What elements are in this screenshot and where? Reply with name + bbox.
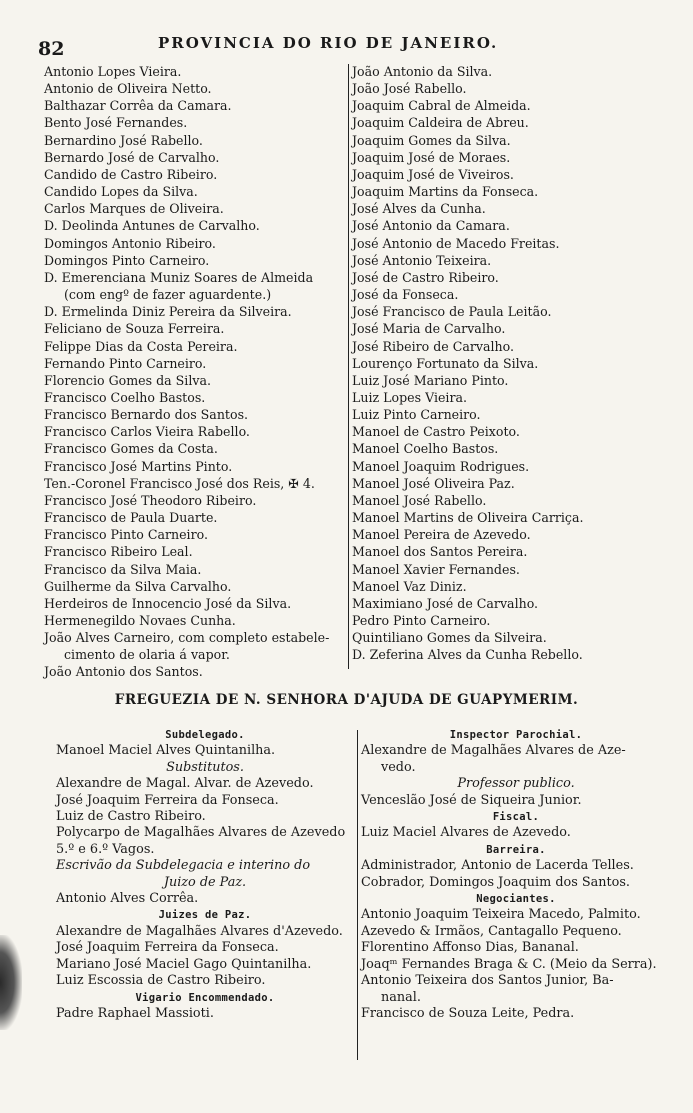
list-item: João José Rabello. bbox=[352, 81, 467, 97]
inspector-heading: Inspector Parochial. bbox=[449, 729, 583, 741]
list-item-continuation: (com engº de fazer aguardente.) bbox=[64, 287, 272, 303]
list-item: Francisco de Paula Duarte. bbox=[44, 510, 218, 526]
list-item: Polycarpo de Magalhães Alvares de Azevedo bbox=[56, 825, 346, 841]
escrivao-name: Antonio Alves Corrêa. bbox=[56, 891, 199, 907]
list-item: Carlos Marques de Oliveira. bbox=[44, 201, 224, 217]
list-item: Domingos Antonio Ribeiro. bbox=[44, 235, 216, 251]
lower-right-column bbox=[361, 727, 671, 1022]
list-item: Antonio Teixeira dos Santos Junior, Ba- bbox=[361, 973, 614, 989]
list-item: Bernardo José de Carvalho. bbox=[44, 149, 220, 165]
list-item: José Alves da Cunha. bbox=[352, 201, 486, 217]
list-item: Luiz Pinto Carneiro. bbox=[352, 407, 481, 423]
escrivao-heading: Escrivão da Subdelegacia e interino do bbox=[56, 858, 311, 874]
list-item: João Antonio dos Santos. bbox=[44, 664, 203, 680]
list-item: José da Fonseca. bbox=[352, 287, 459, 303]
list-item: Manoel Pereira de Azevedo. bbox=[352, 527, 531, 543]
professor-heading: Professor publico. bbox=[457, 776, 575, 792]
list-item: Francisco Gomes da Costa. bbox=[44, 441, 218, 457]
list-item: Manoel Xavier Fernandes. bbox=[352, 561, 520, 577]
fiscal-name: Luiz Maciel Alvares de Azevedo. bbox=[361, 825, 571, 841]
list-item: Joaquim Caldeira de Abreu. bbox=[352, 115, 529, 131]
list-item: Luiz José Mariano Pinto. bbox=[352, 372, 509, 388]
juizes-heading: Juizes de Paz. bbox=[158, 909, 252, 922]
list-item: Felippe Dias da Costa Pereira. bbox=[44, 338, 238, 354]
list-item: Antonio de Oliveira Netto. bbox=[44, 81, 212, 97]
list-item: Azevedo & Irmãos, Cantagallo Pequeno. bbox=[361, 923, 622, 939]
list-item: Manoel Joaquim Rodrigues. bbox=[352, 458, 530, 474]
list-item: Manoel Martins de Oliveira Carriça. bbox=[352, 510, 584, 526]
list-item: Domingos Pinto Carneiro. bbox=[44, 252, 210, 268]
list-item: Francisco José Theodoro Ribeiro. bbox=[44, 492, 257, 508]
list-item: Francisco de Souza Leite, Pedra. bbox=[361, 1005, 575, 1021]
list-item: José Antonio Teixeira. bbox=[352, 252, 492, 268]
list-item: Joaquim Cabral de Almeida. bbox=[352, 98, 531, 114]
list-item: Francisco Coelho Bastos. bbox=[44, 389, 206, 405]
list-item-continuation: cimento de olaria á vapor. bbox=[64, 647, 230, 663]
list-item: Joaquim Martins da Fonseca. bbox=[352, 184, 539, 200]
vigario-heading: Vigario Encommendado. bbox=[135, 991, 275, 1004]
list-item: Candido Lopes da Silva. bbox=[44, 184, 198, 200]
list-item: Alexandre de Magalhães Alvares d'Azevedo. bbox=[56, 923, 343, 939]
list-item: Manoel José Rabello. bbox=[352, 492, 487, 508]
list-item: José Joaquim Ferreira da Fonseca. bbox=[56, 940, 279, 956]
list-item: Candido de Castro Ribeiro. bbox=[44, 166, 218, 182]
list-item: Francisco Carlos Vieira Rabello. bbox=[44, 424, 250, 440]
list-item: Florencio Gomes da Silva. bbox=[44, 372, 211, 388]
inspector-name: Alexandre de Magalhães Alvares de Aze- bbox=[361, 743, 626, 759]
list-item: Joaqᵐ Fernandes Braga & C. (Meio da Serra). bbox=[361, 956, 657, 972]
list-item: Manoel dos Santos Pereira. bbox=[352, 544, 528, 560]
list-item: 5.º e 6.º Vagos. bbox=[56, 841, 155, 857]
list-item: José Maria de Carvalho. bbox=[352, 321, 506, 337]
list-item: Cobrador, Domingos Joaquim dos Santos. bbox=[361, 874, 630, 890]
list-item: João Antonio da Silva. bbox=[352, 64, 493, 79]
list-item: Francisco Ribeiro Leal. bbox=[44, 544, 193, 560]
list-item: Alexandre de Magal. Alvar. de Azevedo. bbox=[56, 776, 314, 792]
professor-name: Venceslão José de Siqueira Junior. bbox=[361, 792, 582, 808]
list-item: Lourenço Fortunato da Silva. bbox=[352, 355, 539, 371]
list-item: Feliciano de Souza Ferreira. bbox=[44, 321, 225, 337]
column-divider-lower bbox=[357, 730, 358, 1060]
column-divider-upper bbox=[348, 64, 349, 669]
list-item: Guilherme da Silva Carvalho. bbox=[44, 578, 232, 594]
list-item: Fernando Pinto Carneiro. bbox=[44, 355, 207, 371]
list-item: Manoel Coelho Bastos. bbox=[352, 441, 499, 457]
list-item: Hermenegildo Novaes Cunha. bbox=[44, 613, 236, 628]
list-item: Maximiano José de Carvalho. bbox=[352, 595, 539, 611]
list-item: Francisco Pinto Carneiro. bbox=[44, 527, 208, 543]
list-item: D. Zeferina Alves da Cunha Rebello. bbox=[352, 647, 583, 663]
list-item: José de Castro Ribeiro. bbox=[352, 269, 499, 285]
list-item: Manoel José Oliveira Paz. bbox=[352, 475, 515, 491]
list-item: Bernardino José Rabello. bbox=[44, 132, 203, 148]
list-item: D. Deolinda Antunes de Carvalho. bbox=[44, 218, 260, 234]
lower-left-column bbox=[56, 727, 354, 1022]
list-item: Francisco José Martins Pinto. bbox=[44, 458, 233, 474]
list-item: Mariano José Maciel Gago Quintanilha. bbox=[56, 956, 312, 972]
list-item: Francisco da Silva Maia. bbox=[44, 561, 202, 577]
list-item: Manoel de Castro Peixoto. bbox=[352, 424, 520, 440]
substitutos-heading: Substitutos. bbox=[166, 759, 244, 775]
upper-right-column bbox=[352, 63, 674, 663]
page-edge-stain bbox=[0, 935, 22, 1030]
list-item: D. Ermelinda Diniz Pereira da Silveira. bbox=[44, 304, 292, 320]
list-item: Joaquim José de Moraes. bbox=[352, 149, 511, 165]
upper-left-column bbox=[44, 63, 346, 681]
list-item: Balthazar Corrêa da Camara. bbox=[44, 98, 232, 114]
list-item: Antonio Joaquim Teixeira Macedo, Palmito. bbox=[361, 907, 641, 923]
list-item: Luiz de Castro Ribeiro. bbox=[56, 809, 206, 825]
list-item: João Alves Carneiro, com completo estabele- bbox=[44, 630, 330, 646]
list-item: Francisco Bernardo dos Santos. bbox=[44, 407, 249, 423]
list-item: Florentino Affonso Dias, Bananal. bbox=[361, 940, 579, 956]
list-item: D. Emerenciana Muniz Soares de Almeida bbox=[44, 269, 314, 285]
list-item: Pedro Pinto Carneiro. bbox=[352, 613, 491, 628]
running-title: PROVINCIA DO RIO DE JANEIRO. bbox=[158, 34, 499, 52]
subdelegado-heading: Subdelegado. bbox=[165, 729, 245, 741]
list-item-continuation: nanal. bbox=[381, 989, 421, 1005]
fiscal-heading: Fiscal. bbox=[492, 811, 540, 824]
list-item: Luiz Escossia de Castro Ribeiro. bbox=[56, 973, 266, 989]
list-item: José Antonio de Macedo Freitas. bbox=[352, 235, 560, 251]
subdelegado-name: Manoel Maciel Alves Quintanilha. bbox=[56, 743, 276, 759]
barreira-heading: Barreira. bbox=[486, 843, 546, 856]
list-item: Manoel Vaz Diniz. bbox=[352, 578, 467, 594]
list-item: Antonio Lopes Vieira. bbox=[44, 64, 182, 79]
list-item: Joaquim Gomes da Silva. bbox=[352, 132, 511, 148]
vigario-name: Padre Raphael Massioti. bbox=[56, 1005, 214, 1021]
list-item: Administrador, Antonio de Lacerda Telles. bbox=[361, 858, 634, 874]
list-item: José Antonio da Camara. bbox=[352, 218, 510, 234]
list-item: José Francisco de Paula Leitão. bbox=[352, 304, 552, 320]
section-title: FREGUEZIA DE N. SENHORA D'AJUDA DE GUAPYMERIM. bbox=[114, 692, 579, 708]
list-item: Luiz Lopes Vieira. bbox=[352, 389, 467, 405]
list-item: Bento José Fernandes. bbox=[44, 115, 188, 131]
list-item: Quintiliano Gomes da Silveira. bbox=[352, 630, 547, 646]
list-item: José Joaquim Ferreira da Fonseca. bbox=[56, 792, 279, 808]
page-number: 82 bbox=[38, 38, 65, 60]
list-item: Herdeiros de Innocencio José da Silva. bbox=[44, 595, 292, 611]
list-item: José Ribeiro de Carvalho. bbox=[352, 338, 515, 354]
negociantes-heading: Negociantes. bbox=[476, 893, 556, 906]
list-item: Joaquim José de Viveiros. bbox=[352, 166, 514, 182]
list-item: Ten.-Coronel Francisco José dos Reis, ✠ 4. bbox=[44, 475, 315, 491]
escrivao-heading-continued: Juizo de Paz. bbox=[163, 874, 247, 890]
inspector-name-continued: vedo. bbox=[381, 759, 416, 775]
